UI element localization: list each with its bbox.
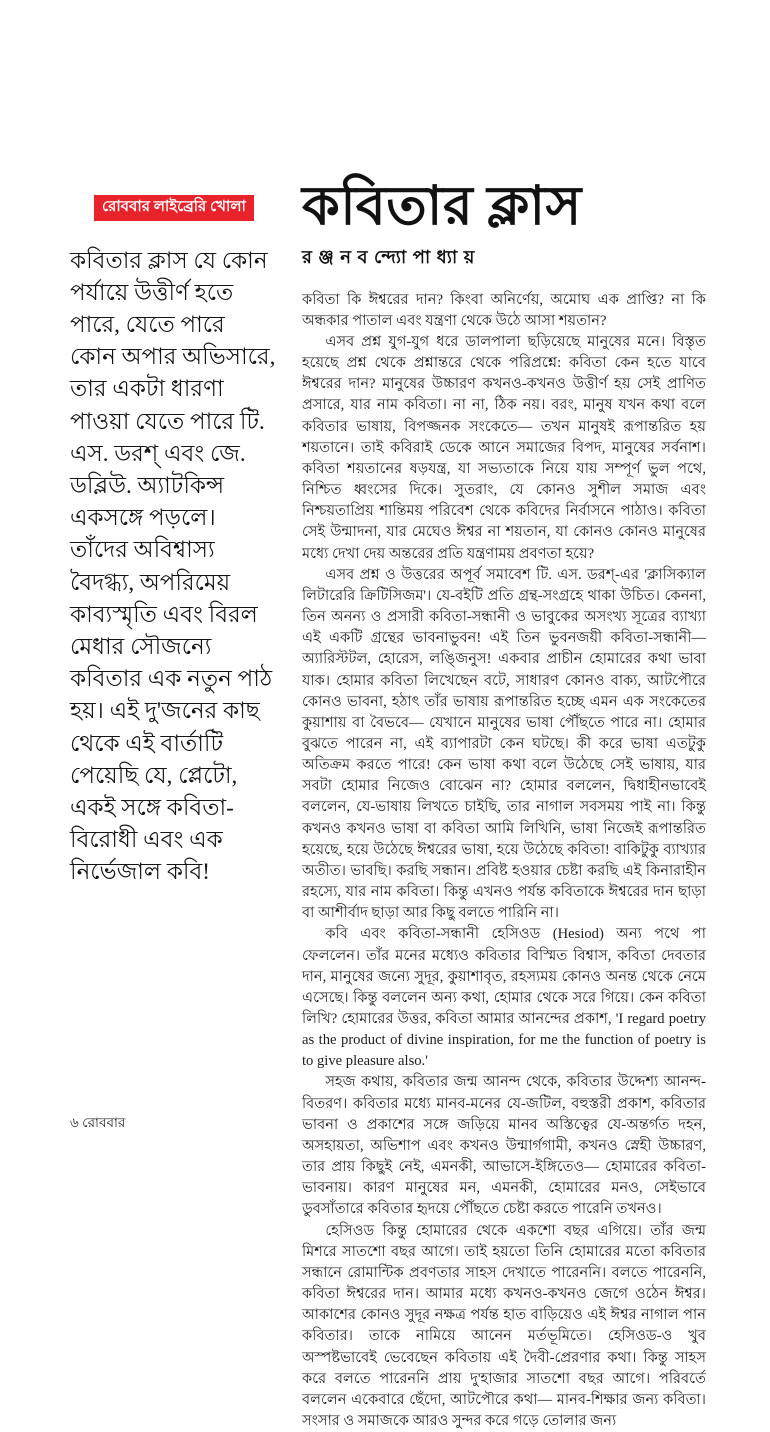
body-paragraph: কবি এবং কবিতা-সন্ধানী হেসিওড (Hesiod) অন্য পথে পা ফেললেন। তাঁর মনের মধ্যেও কবিতার বিস্মিত বিশ্বাস, কবিতা দেবতার দান, মানুষের জন্যে সুদূর, কুয়াশাবৃত, রহস্যময় কোনও অনন্ত থেকে নেমে এসেছে। কিন্তু বললেন অন্য কথা, হোমার থেকে সরে গিয়ে। কেন কবিতা লিখি? হোমারের উত্তর, কবিতা আমার আনন্দের প্রকাশ, 'I regard poetry as the product of divine inspiration, for me the function of poetry is to give pleasure also.' — [302, 926, 706, 1070]
body-paragraph: এসব প্রশ্ন ও উত্তরের অপূর্ব সমাবেশ টি. এস. ডরশ্‌-এর 'ক্লাসিক্যাল লিটারেরি ক্রিটিসিজম'। যে-বইটি প্রতি গ্রন্থ-সংগ্রহে থাকা উচিত। কেননা, তিন অনন্য ও প্রসারী কবিতা-সন্ধানী ও ভাবুকের অসংখ্য সূত্রের ব্যাখ্যা এই একটি গ্রন্থের ভাবনাভুবন! এই তিন ভুবনজয়ী কবিতা-সন্ধানী— অ্যারিস্টটল, হোরেস, লঙ্জিনুস! একবার প্রাচীন হোমারের কথা ভাবা যাক। হোমার কবিতা লিখেছেন বটে, সাধারণ কোনও বাক্য, আটপৌরে কোনও ভাবনা, হঠাৎ তাঁর ভাষায় রূপান্তরিত হচ্ছে এমন এক সংকেতের কুয়াশায় বা বৈভবে— যেখানে মানুষের ভাষা পৌঁছতে পারে না। হোমার বুঝতে পারেন না, এই ব্যাপারটা কেন ঘটছে। কী করে ভাষা এতটুকু অতিক্রম করতে পারে! কেন ভাষা কথা বলে উঠেছে সেই ভাষায়, যার সবটা হোমার নিজেও বোঝেন না? হোমার বললেন, দ্বিধাহীনভাবেই বললেন, যে-ভাষায় লিখতে চাইছি, তার নাগাল সবসময় পাই না। কিন্তু কখনও কখনও ভাষা বা কবিতা আমি লিখিনি, ভাষা নিজেই রূপান্তরিত হয়েছে, হয়ে উঠেছে ঈশ্বরের ভাষা, হয়ে উঠেছে কবিতা! বাকিটুকু ব্যাখ্যার অতীত। ভাবছি। করছি সন্ধান। প্রবিষ্ট হওয়ার চেষ্টা করছি এই কিনারাহীন রহস্যে, যার নাম কবিতা। কিন্তু এখনও পর্যন্ত কবিতাকে ঈশ্বরের দান ছাড়া বা আশীর্বাদ ছাড়া আর কিছু বলতে পারিনি না। — [302, 566, 706, 922]
section-banner: রোববার লাইব্রেরি খোলা — [94, 195, 254, 221]
author-byline: র ঞ্জ ন ব ন্দ্যো পা ধ্যা য় — [302, 246, 476, 267]
section-banner-cell — [70, 178, 276, 235]
body-paragraph: কবিতা কি ঈশ্বরের দান? কিংবা অনির্ণেয়, অমোঘ এক প্রাপ্তি? না কি অন্ধকার পাতাল এবং যন্ত্রণা থেকে উঠে আসা শয়তান? — [302, 291, 706, 329]
body-paragraph: সহজ কথায়, কবিতার জন্ম আনন্দ থেকে, কবিতার উদ্দেশ্য আনন্দ-বিতরণ। কবিতার মধ্যে মানব-মনের যে-জটিল, বহুস্তরী প্রকাশ, কবিতার ভাবনা ও প্রকাশের সঙ্গে জড়িয়ে মানব অস্তিত্বের যে-অন্তর্গত দহন, অসহায়তা, অভিশাপ এবং কখনও উন্মার্গগামী, কখনও স্নেহী উচ্চারণ, তার প্রায় কিছুই নেই, এমনকী, আভাসে-ইঙ্গিতেও— হোমারের কবিতা-ভাবনায়। কারণ মানুষের মন, এমনকী, হোমারের মনও, সেইভাবে ডুবসাঁতারে কবিতার হৃদয়ে পৌঁছতে চেষ্টা করতে পারেনি তখনও। — [302, 1074, 706, 1218]
page-footer: ৬ রোববার — [70, 1115, 126, 1130]
article-column — [302, 235, 706, 1432]
article-title: কবিতার ক্লাস — [302, 176, 582, 236]
article-body — [302, 290, 706, 1432]
standfirst: কবিতার ক্লাস যে কোন পর্যায়ে উত্তীর্ণ হতে পারে, যেতে পারে কোন অপার অভিসারে, তার একটা ধারণা পাওয়া যেতে পারে টি. এস. ডরশ্‌ এবং জে. ডব্লিউ. অ্যাটকিন্স একসঙ্গে পড়লে। তাঁদের অবিশ্বাস্য বৈদগ্ধ্য, অপরিমেয় কাব্যস্মৃতি এবং বিরল মেধার সৌজন্যে কবিতার এক নতুন পাঠ হয়। এই দু'জনের কাছ থেকে এই বার্তাটি পেয়েছি যে, প্লেটো, একই সঙ্গে কবিতা-বিরোধী এবং এক নির্ভেজাল কবি! — [70, 247, 276, 885]
body-paragraph: এসব প্রশ্ন যুগ-যুগ ধরে ডালপালা ছড়িয়েছে মানুষের মনে। বিস্তৃত হয়েছে প্রশ্ন থেকে প্রশ্নান্তরে থেকে পরিপ্রশ্নে: কবিতা কেন হতে যাবে ঈশ্বরের দান? মানুষের উচ্চারণ কখনও-কখনও উত্তীর্ণ হয় সেই প্রাণিত প্রসারে, যার নাম কবিতা। না না, ঠিক নয়। বরং, মানুষ যখন কথা বলে কবিতার ভাষায়, বিপজ্জনক সংকেতে— তখন মানুষই রূপান্তরিত হয় শয়তানে। তাই কবিরাই ডেকে আনে সমাজের বিপদ, মানুষের সর্বনাশ। কবিতা শয়তানের ষড়যন্ত্র, যা সভ্যতাকে নিয়ে যায় সম্পূর্ণ ভুল পথে, নিশ্চিত ধ্বংসের দিকে। সুতরাং, যে কোনও সুশীল সমাজ এবং নিশ্চয়তাপ্রিয় শান্তিময় পরিবেশ থেকে কবিদের নির্বাসনে পাঠাও। কবিতা সেই উন্মাদনা, যার মেঘেও ঈশ্বর না শয়তান, যা কোনও কোনও মানুষের মধ্যে দেখা দেয় অন্তরের প্রতি যন্ত্রণাময় প্রবণতা হয়ে? — [302, 334, 706, 562]
body-paragraph: হেসিওড কিন্তু হোমারের থেকে একশো বছর এগিয়ে। তাঁর জন্ম মিশরে সাতশো বছর আগে। তাই হয়তো তিনি হোমারের মতো কবিতার সন্ধানে রোমান্টিক প্রবণতার সাহস দেখাতে পারেননি। বলতে পারেননি, কবিতা ঈশ্বরের দান। আমার মধ্যে কখনও-কখনও জেগে ওঠেন ঈশ্বর। আকাশের কোনও সুদূর নক্ষত্র পর্যন্ত হাত বাড়িয়েও এই ঈশ্বর নাগাল পান কবিতার। তাকে নামিয়ে আনেন মর্তভূমিতে। হেসিওড-ও খুব অস্পষ্টভাবেই ভেবেছেন কবিতায় এই দৈবী-প্রেরণার কথা। কিন্তু সাহস করে বলতে পারেননি প্রায় দু'হাজার সাতশো বছর আগে। পরিবর্তে বললেন একেবারে ছেঁদো, আটপৌরে কথা— মানব-শিক্ষার জন্য কবিতা। সংসার ও সমাজকে আরও সুন্দর করে গড়ে তোলার জন্য — [302, 1222, 706, 1429]
